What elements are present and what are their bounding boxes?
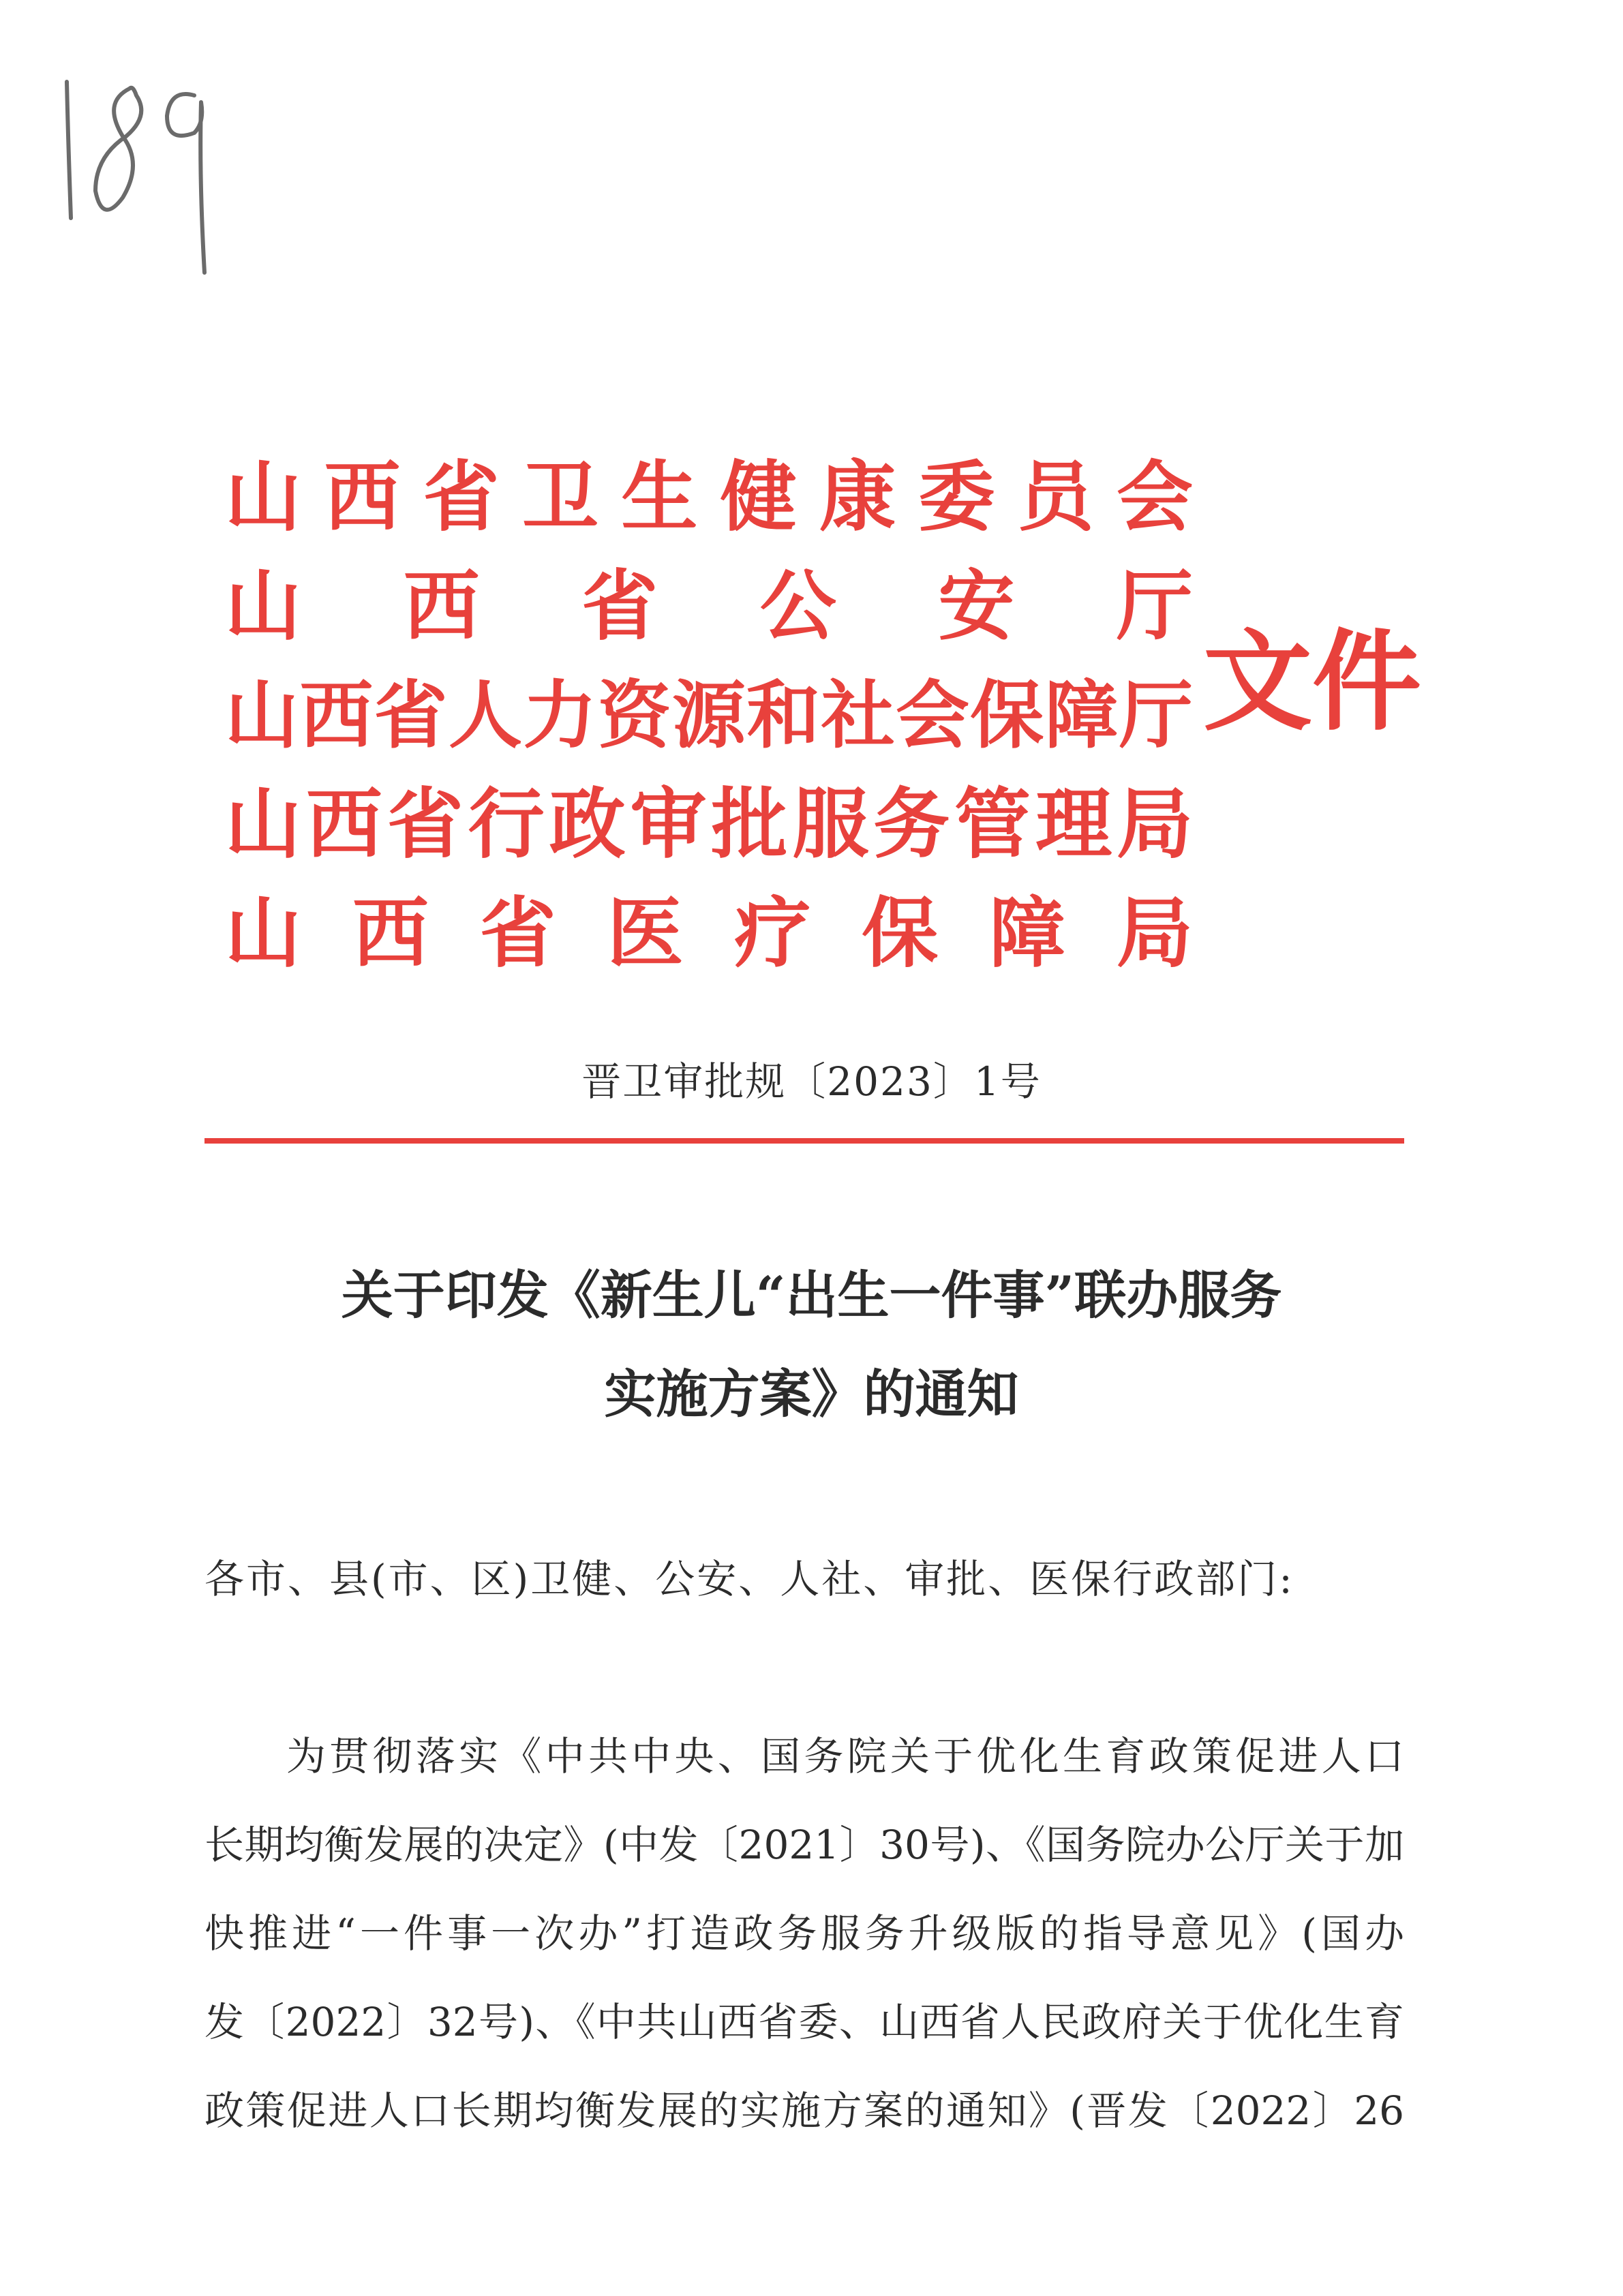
salutation: 各市、县(市、区)卫健、公安、人社、审批、医保行政部门: <box>204 1556 1294 1602</box>
issuer-char: 会 <box>1116 453 1193 542</box>
issuer-char: 员 <box>1017 453 1094 542</box>
body-line: 政策促进人口长期均衡发展的实施方案的通知》(晋发〔2022〕26 <box>204 2087 1404 2134</box>
issuer-char: 务 <box>873 780 950 869</box>
issuer-char: 会 <box>895 673 969 759</box>
document-number: 晋卫审批规〔2023〕1号 <box>581 1058 1042 1105</box>
issuer-char: 省 <box>423 453 500 542</box>
issuer-char: 行 <box>468 780 545 869</box>
issuer-char: 山 <box>225 889 301 978</box>
issuer-char: 管 <box>954 780 1031 869</box>
issuer-line-1 <box>225 443 1193 552</box>
issuer-char: 省 <box>386 780 464 869</box>
issuing-authorities <box>225 443 1193 988</box>
body-line: 为贯彻落实《中共中央、国务院关于优化生育政策促进人口 <box>286 1733 1404 1779</box>
issuer-char: 生 <box>621 453 698 542</box>
issuer-char: 局 <box>1116 780 1193 869</box>
issuer-char: 人 <box>448 673 522 759</box>
issuer-char: 力 <box>523 673 597 759</box>
issuer-char: 疗 <box>734 889 811 978</box>
issuer-char: 山 <box>225 562 301 651</box>
issuer-char: 和 <box>746 673 821 759</box>
issuer-line-5 <box>225 879 1193 988</box>
issuer-char: 审 <box>630 780 707 869</box>
issuer-char: 卫 <box>521 453 598 542</box>
issuer-char: 厅 <box>1119 673 1193 759</box>
issuer-line-4 <box>225 770 1193 879</box>
issuer-char: 局 <box>1116 889 1193 978</box>
issuer-char: 山 <box>225 780 301 869</box>
issuer-char: 障 <box>989 889 1066 978</box>
issuer-char: 山 <box>225 673 299 759</box>
issuer-char: 西 <box>352 889 429 978</box>
handwritten-page-number <box>48 41 225 286</box>
document-suffix: 文件 <box>1203 617 1422 746</box>
issuer-char: 理 <box>1035 780 1112 869</box>
body-line: 快推进“一件事一次办”打造政务服务升级版的指导意见》(国办 <box>204 1910 1404 1957</box>
issuer-line-3 <box>225 661 1193 770</box>
issuer-char: 障 <box>1044 673 1119 759</box>
issuer-char: 服 <box>792 780 869 869</box>
issuer-char: 西 <box>299 673 374 759</box>
issuer-char: 保 <box>862 889 939 978</box>
issuer-char: 资 <box>597 673 671 759</box>
issuer-char: 康 <box>819 453 896 542</box>
issuer-char: 省 <box>374 673 448 759</box>
issuer-char: 政 <box>549 780 626 869</box>
issuer-char: 医 <box>607 889 684 978</box>
issuer-char: 西 <box>305 780 382 869</box>
issuer-char: 省 <box>479 889 556 978</box>
issuer-char: 西 <box>403 562 480 651</box>
red-divider <box>204 1138 1404 1144</box>
issuer-char: 批 <box>711 780 788 869</box>
issuer-char: 山 <box>225 453 301 542</box>
title-line-2: 实施方案》的通知 <box>604 1364 1019 1424</box>
issuer-char: 委 <box>918 453 995 542</box>
issuer-char: 公 <box>759 562 836 651</box>
issuer-line-2 <box>225 552 1193 661</box>
issuer-char: 社 <box>821 673 895 759</box>
issuer-char: 源 <box>671 673 746 759</box>
body-line: 发〔2022〕32号)、《中共山西省委、山西省人民政府关于优化生育 <box>204 1999 1404 2045</box>
issuer-char: 厅 <box>1116 562 1193 651</box>
handwritten-179-graphic <box>48 41 225 286</box>
issuer-char: 安 <box>938 562 1015 651</box>
issuer-char: 保 <box>970 673 1044 759</box>
issuer-char: 健 <box>720 453 797 542</box>
body-line: 长期均衡发展的决定》(中发〔2021〕30号)、《国务院办公厅关于加 <box>204 1822 1404 1868</box>
issuer-char: 西 <box>324 453 401 542</box>
title-line-1: 关于印发《新生儿“出生一件事”联办服务 <box>341 1265 1282 1326</box>
issuer-char: 省 <box>581 562 658 651</box>
